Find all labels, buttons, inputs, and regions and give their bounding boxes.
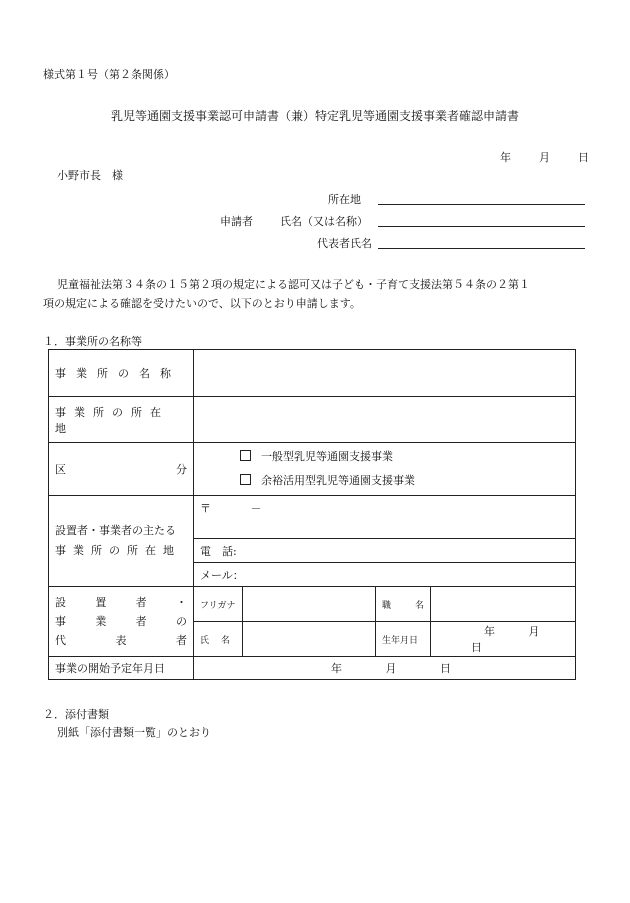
facility-name-label: 事業所の名称 (49, 350, 194, 397)
applicant-address-line[interactable] (378, 204, 585, 205)
postal-mark: 〒 (200, 502, 211, 515)
row-rep-furigana (49, 587, 576, 622)
title-label: 職 名 (376, 587, 431, 622)
attachments-text: 別紙「添付書類一覧」のとおり (57, 726, 211, 739)
title-field[interactable] (431, 587, 576, 622)
operator-phone-field[interactable] (194, 539, 576, 563)
postal-dash: － (250, 502, 262, 515)
rep-name-label: 氏 名 (194, 622, 243, 657)
furigana-label: フリガナ (194, 587, 243, 622)
operator-email-field[interactable] (194, 563, 576, 587)
row-start-date (49, 657, 576, 680)
row-category (49, 443, 576, 496)
operator-address-label: 設置者・事業者の主たる 事業所の所在地 (49, 496, 194, 587)
form-number: 様式第１号（第２条関係） (43, 68, 175, 81)
checkbox-icon[interactable] (240, 450, 251, 461)
operator-postal-field[interactable] (194, 496, 576, 539)
email-label: メール： (200, 568, 244, 582)
category-option-general[interactable]: 一般型乳児等通園支援事業 (200, 445, 569, 469)
date-month: 月 (539, 151, 550, 164)
body-text-line-1: 児童福祉法第３４条の１５第２項の規定による認可又は子ども・子育て支援法第５４条の２第１ (57, 278, 530, 291)
category-label: 区 分 (49, 443, 194, 496)
facility-info-table (48, 349, 576, 680)
representative-label: 代表者氏名 (317, 237, 372, 250)
category-option-surplus[interactable]: 余裕活用型乳児等通園支援事業 (200, 469, 569, 493)
furigana-field[interactable] (243, 587, 376, 622)
applicant-address-label: 所在地 (328, 193, 361, 206)
applicant-label: 申請者 (220, 215, 253, 228)
row-facility-location (49, 397, 576, 443)
birthdate-label: 生年月日 (376, 622, 431, 657)
representative-line[interactable] (378, 248, 585, 249)
checkbox-icon[interactable] (240, 474, 251, 485)
start-date-field[interactable]: 年 月 日 (194, 657, 576, 680)
facility-location-label: 事業所の所在地 (49, 397, 194, 443)
applicant-name-label: 氏名（又は名称） (280, 215, 368, 228)
rep-label: 設 置 者 ・ 事 業 者 の 代 表 者 (49, 587, 194, 657)
applicant-name-line[interactable] (378, 226, 585, 227)
document-title: 乳児等通園支援事業認可申請書（兼）特定乳児等通園支援事業者確認申請書 (110, 109, 519, 123)
birthdate-field[interactable]: 年 月 日 (431, 622, 576, 657)
row-operator-postal (49, 496, 576, 539)
row-facility-name (49, 350, 576, 397)
body-text-line-2: 項の規定による確認を受けたいので、以下のとおり申請します。 (43, 297, 361, 310)
section2-heading: ２．添付書類 (43, 708, 109, 721)
section1-heading: １．事業所の名称等 (43, 335, 142, 348)
date-day: 日 (578, 151, 589, 164)
addressee: 小野市長 様 (57, 169, 123, 182)
date-year: 年 (500, 151, 511, 164)
start-date-label: 事業の開始予定年月日 (49, 657, 194, 680)
rep-name-field[interactable] (243, 622, 376, 657)
facility-name-field[interactable] (194, 350, 576, 397)
category-field (194, 443, 576, 496)
facility-location-field[interactable] (194, 397, 576, 443)
phone-label: 電 話: (200, 544, 237, 558)
